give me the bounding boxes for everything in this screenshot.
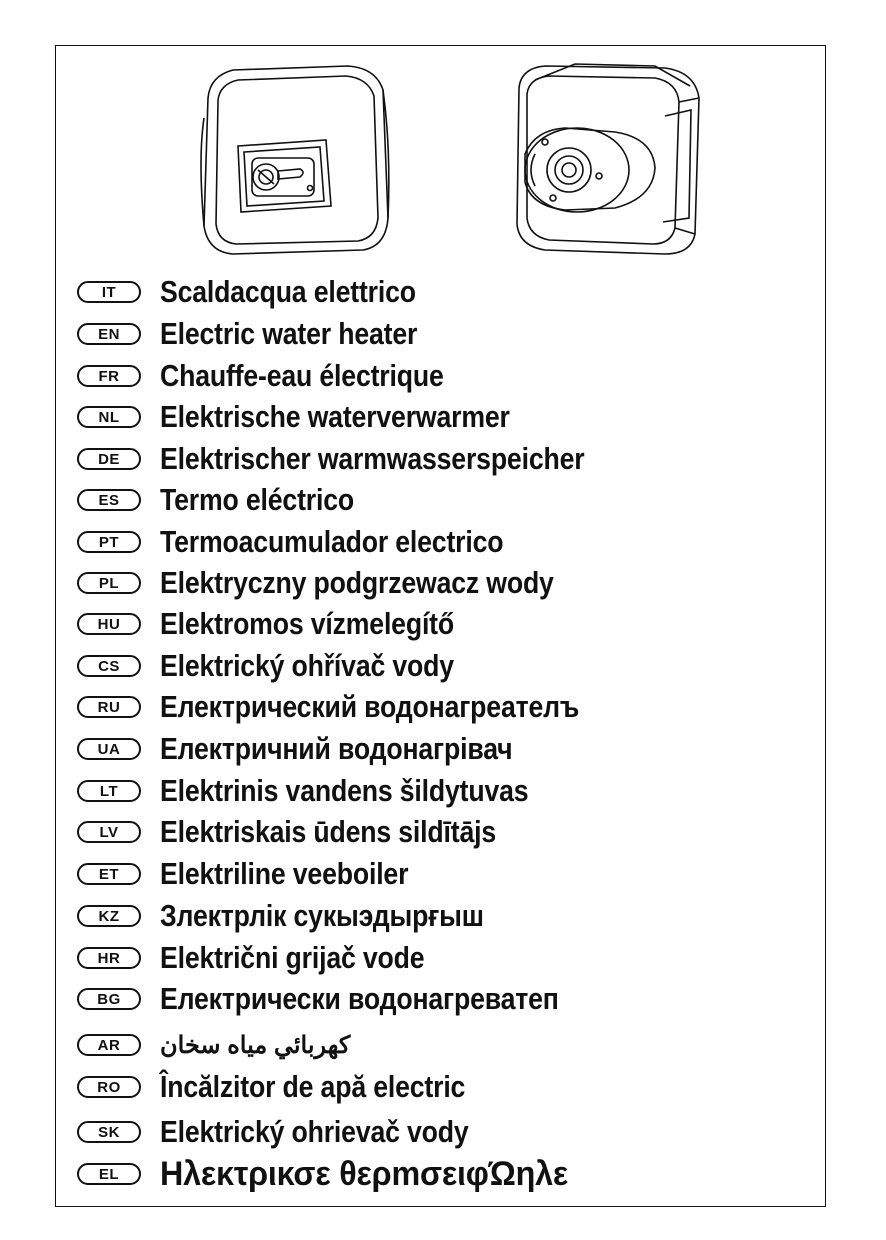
- title-de: Elektrischer warmwasserspeicher: [160, 441, 585, 476]
- title-row-en: [77, 314, 459, 354]
- title-row-kz: [77, 896, 537, 936]
- title-row-fr: [77, 356, 490, 396]
- language-badge-de: DE: [77, 448, 141, 470]
- language-badge-it: IT: [77, 281, 141, 303]
- title-pt: Termoacumulador electrico: [160, 524, 504, 559]
- language-badge-ar: AR: [77, 1034, 141, 1056]
- title-es: Termo eléctrico: [160, 482, 354, 517]
- language-badge-ro: RO: [77, 1076, 141, 1098]
- title-kz: Злектрлiк сукыэдырғыш: [160, 898, 484, 933]
- title-hr: Električni grijač vode: [160, 940, 425, 975]
- title-row-es: [77, 480, 386, 520]
- title-ru: Електрический водонагреателъ: [160, 689, 580, 724]
- title-row-hr: [77, 938, 467, 978]
- title-row-ua: [77, 729, 570, 769]
- title-en: Electric water heater: [160, 316, 418, 351]
- language-badge-es: ES: [77, 489, 141, 511]
- title-row-sk: [77, 1112, 519, 1152]
- language-badge-en: EN: [77, 323, 141, 345]
- language-badge-nl: NL: [77, 406, 141, 428]
- water-heater-front-illustration: [505, 58, 705, 258]
- language-badge-el: EL: [77, 1163, 141, 1185]
- language-badge-bg: BG: [77, 988, 141, 1010]
- title-lv: Elektriskais ūdens sildītājs: [160, 814, 497, 849]
- title-row-ro: [77, 1067, 515, 1107]
- title-sk: Elektrický ohrievač vody: [160, 1114, 469, 1149]
- title-row-bg: [77, 979, 624, 1019]
- language-badge-pt: PT: [77, 531, 141, 553]
- title-row-lt: [77, 771, 588, 811]
- title-row-ru: [77, 687, 647, 727]
- title-row-nl: [77, 397, 567, 437]
- title-row-ar: [77, 1025, 350, 1065]
- title-ro: Încălzitor de apă electric: [160, 1069, 466, 1104]
- language-badge-lt: LT: [77, 780, 141, 802]
- title-row-el: [77, 1154, 590, 1194]
- language-badge-lv: LV: [77, 821, 141, 843]
- title-row-et: [77, 854, 449, 894]
- title-row-it: [77, 272, 458, 312]
- language-badge-cs: CS: [77, 655, 141, 677]
- title-nl: Elektrische waterverwarmer: [160, 399, 510, 434]
- title-lt: Elektrinis vandens šildytuvas: [160, 773, 529, 808]
- title-cs: Elektrický ohřívač vody: [160, 648, 454, 683]
- title-ar: كهربائي مياه سخان: [160, 1031, 351, 1059]
- language-badge-ua: UA: [77, 738, 141, 760]
- title-et: Elektriline veeboiler: [160, 856, 409, 891]
- language-badge-et: ET: [77, 863, 141, 885]
- language-badge-fr: FR: [77, 365, 141, 387]
- language-badge-sk: SK: [77, 1121, 141, 1143]
- title-hu: Elektromos vízmelegítő: [160, 606, 455, 641]
- title-row-hu: [77, 604, 502, 644]
- title-el: Ηλεκτρικσε θερmσειφΏηλε: [160, 1154, 569, 1193]
- title-fr: Chauffe-eau électrique: [160, 358, 444, 393]
- title-ua: Електричний водонагрiвач: [160, 731, 513, 766]
- language-badge-pl: PL: [77, 572, 141, 594]
- language-badge-kz: KZ: [77, 905, 141, 927]
- title-pl: Elektryczny podgrzewacz wody: [160, 565, 554, 600]
- language-badge-hu: HU: [77, 613, 141, 635]
- language-badge-ru: RU: [77, 696, 141, 718]
- title-row-de: [77, 439, 654, 479]
- water-heater-side-illustration: [188, 58, 393, 258]
- language-badge-hr: HR: [77, 947, 141, 969]
- title-row-cs: [77, 646, 502, 686]
- title-bg: Електрически водонагреватеп: [160, 981, 559, 1016]
- title-row-pt: [77, 522, 559, 562]
- title-it: Scaldacqua elettrico: [160, 274, 416, 309]
- title-row-pl: [77, 563, 618, 603]
- title-row-lv: [77, 812, 551, 852]
